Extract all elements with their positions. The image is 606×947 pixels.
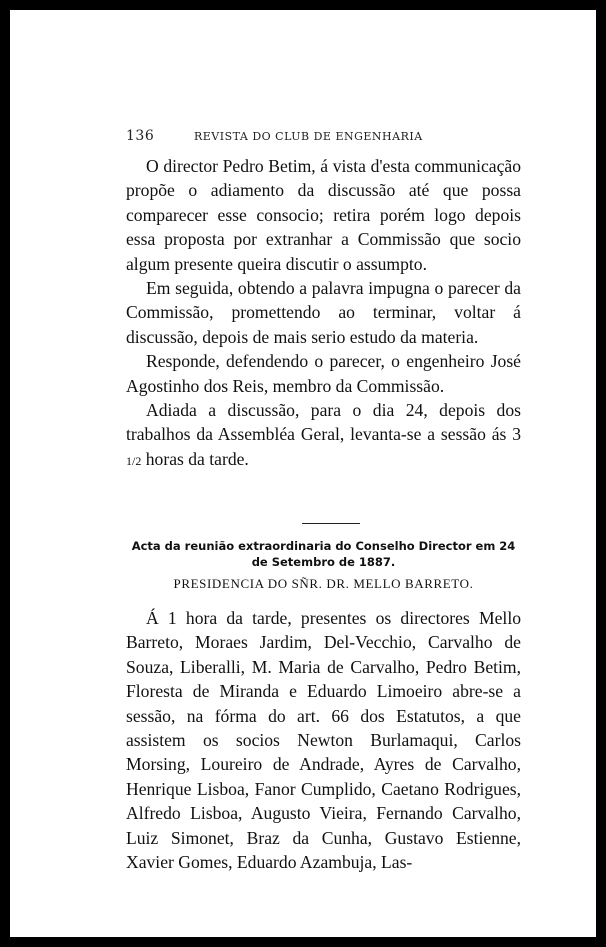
adiada-suffix: horas da tarde. — [145, 448, 249, 469]
page-number: 136 — [126, 128, 155, 144]
paragraph-adiada — [126, 398, 521, 473]
paragraph-betim-proposal: O director Pedro Betim, á vista d'esta communicação propõe o adiamento da discussão até que possa comparecer esse consocio; retira porém logo depois essa proposta por extranhar a Commissão que socio algum presente queira discutir o assumpto. — [126, 156, 521, 274]
book-page — [10, 10, 596, 937]
journal-title: REVISTA DO CLUB DE ENGENHARIA — [194, 130, 423, 143]
body-text — [126, 154, 521, 473]
minutes-opening-paragraph: Á 1 hora da tarde, presentes os directores Mello Barreto, Moraes Jardim, Del-Vecchio, Carvalho de Souza, Liberalli, M. Maria de Carvalho, Pedro Betim, Floresta de Miranda e Eduardo Limoeiro abre-se a sessão, na fórma do art. 66 dos Estatutos, a que assistem os socios Newton Burlamaqui, Carlos Morsing, Loureiro de Andrade, Ayres de Carvalho, Henrique Lisboa, Fanor Cumplido, Caetano Rodrigues, Alfredo Lisboa, Augusto Vieira, Fernando Carvalho, Luiz Simonet, Braz da Cunha, Gustavo Estienne, Xavier Gomes, Eduardo Azambuja, Las- — [126, 608, 521, 873]
section-divider — [302, 523, 360, 524]
fraction-half: 1/2 — [126, 453, 142, 468]
paragraph-impugna-parecer: Em seguida, obtendo a palavra impugna o parecer da Commissão, promettendo ao terminar, voltar á discussão, depois de mais serio estudo da materia. — [126, 278, 521, 347]
paragraph-responde: Responde, defendendo o parecer, o engenheiro José Agostinho dos Reis, membro da Commissão. — [126, 351, 521, 396]
section-title: Acta da reunião extraordinaria do Conselho Director em 24 de Setembro de 1887. — [131, 539, 516, 569]
adiada-text: Adiada a discussão, para o dia 24, depois dos trabalhos da Assembléa Geral, levanta-se a sessão ás 3 — [126, 400, 521, 445]
presidency-line: PRESIDENCIA DO SÑR. DR. MELLO BARRETO. — [173, 576, 474, 591]
